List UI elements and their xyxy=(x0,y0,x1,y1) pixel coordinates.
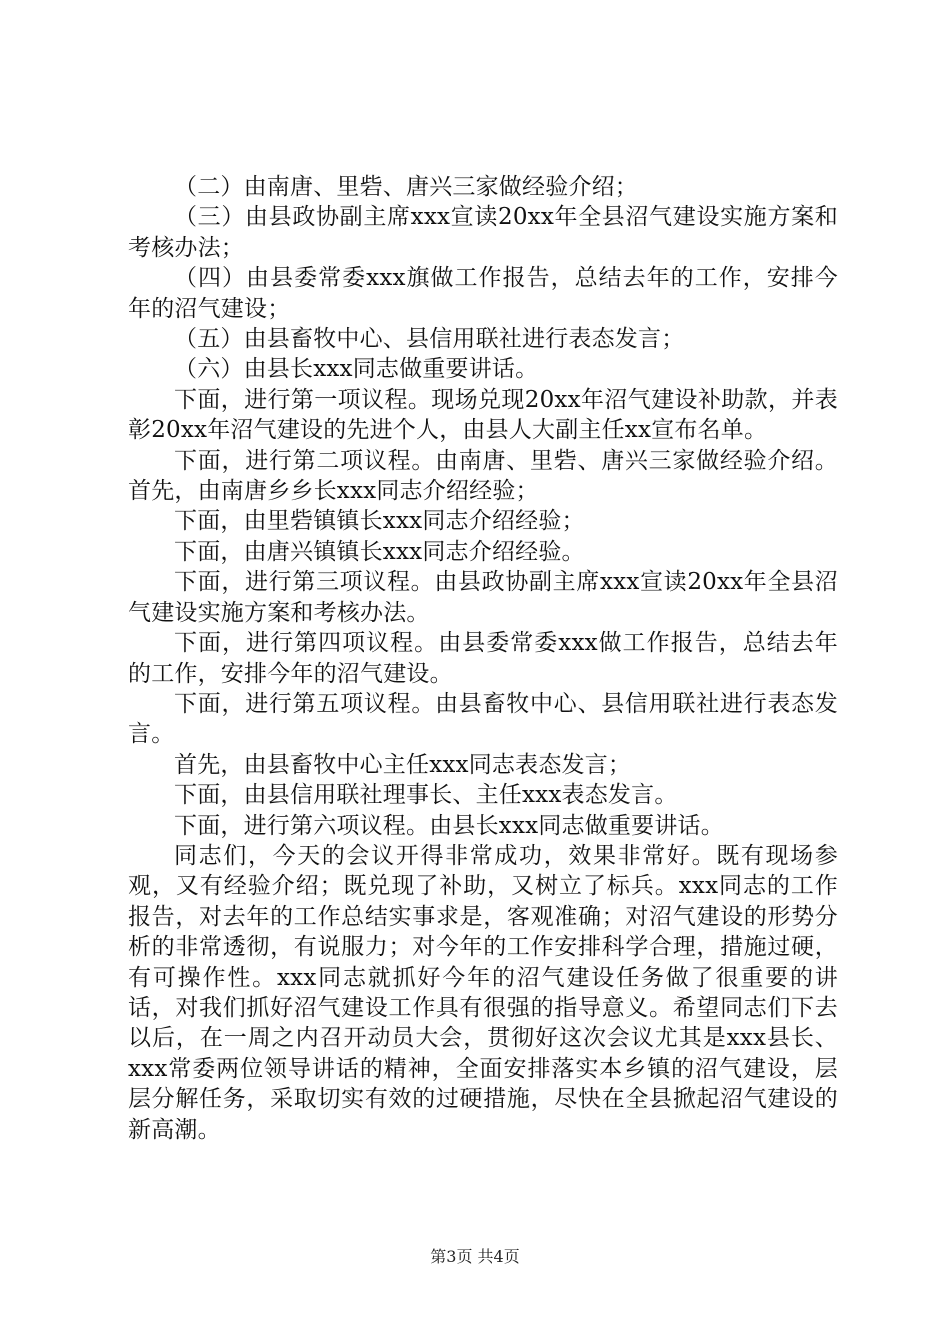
paragraph: 下面，进行第五项议程。由县畜牧中心、县信用联社进行表态发言。 xyxy=(128,690,838,748)
paragraph: 下面，进行第三项议程。由县政协副主席xxx宣读20xx年全县沼气建设实施方案和考核办法。 xyxy=(128,569,838,626)
paragraph: （二）由南唐、里砦、唐兴三家做经验介绍； xyxy=(174,174,638,200)
paragraph: 下面，由唐兴镇镇长xxx同志介绍经验。 xyxy=(174,538,585,565)
paragraph: （五）由县畜牧中心、县信用联社进行表态发言； xyxy=(174,326,685,353)
paragraph: 下面，进行第二项议程。由南唐、里砦、唐兴三家做经验介绍。首先，由南唐乡乡长xxx同志介绍经验； xyxy=(128,447,838,505)
paragraph: 下面，进行第四项议程。由县委常委xxx做工作报告，总结去年的工作，安排今年的沼气建设。 xyxy=(128,630,838,687)
paragraph: 下面，由县信用联社理事长、主任xxx表态发言。 xyxy=(174,782,678,809)
document-body xyxy=(128,172,838,1145)
paragraph: 下面，进行第六项议程。由县长xxx同志做重要讲话。 xyxy=(174,812,724,839)
page-number-footer: 第3页 共4页 xyxy=(430,1247,520,1266)
paragraph: （三）由县政协副主席xxx宣读20xx年全县沼气建设实施方案和考核办法； xyxy=(128,204,838,261)
paragraph: （四）由县委常委xxx旗做工作报告，总结去年的工作，安排今年的沼气建设； xyxy=(128,265,838,322)
paragraph: 首先，由县畜牧中心主任xxx同志表态发言； xyxy=(174,751,632,778)
paragraph: （六）由县长xxx同志做重要讲话。 xyxy=(174,356,539,383)
paragraph: 同志们，今天的会议开得非常成功，效果非常好。既有现场参观，又有经验介绍；既兑现了补助，又树立了标兵。xxx同志的工作报告，对去年的工作总结实事求是，客观准确；对沼气建设的形势分析的非常透彻，有说服力；对今年的工作安排科学合理，措施过硬，有可操作性。xxx同志就抓好今年的沼气建设任务做了很重要的讲话，对我们抓好沼气建设工作具有很强的指导意义。希望同志们下去以后，在一周之内召开动员大会，贯彻好这次会议尤其是xxx县长、xxx常委两位领导讲话的精神，全面安排落实本乡镇的沼气建设，层层分解任务，采取切实有效的过硬措施，尽快在全县掀起沼气建设的新高潮。 xyxy=(128,842,838,1143)
paragraph: 下面，由里砦镇镇长xxx同志介绍经验； xyxy=(174,508,585,535)
paragraph: 下面，进行第一项议程。现场兑现20xx年沼气建设补助款，并表彰20xx年沼气建设的先进个人，由县人大副主任xx宣布名单。 xyxy=(128,386,838,444)
